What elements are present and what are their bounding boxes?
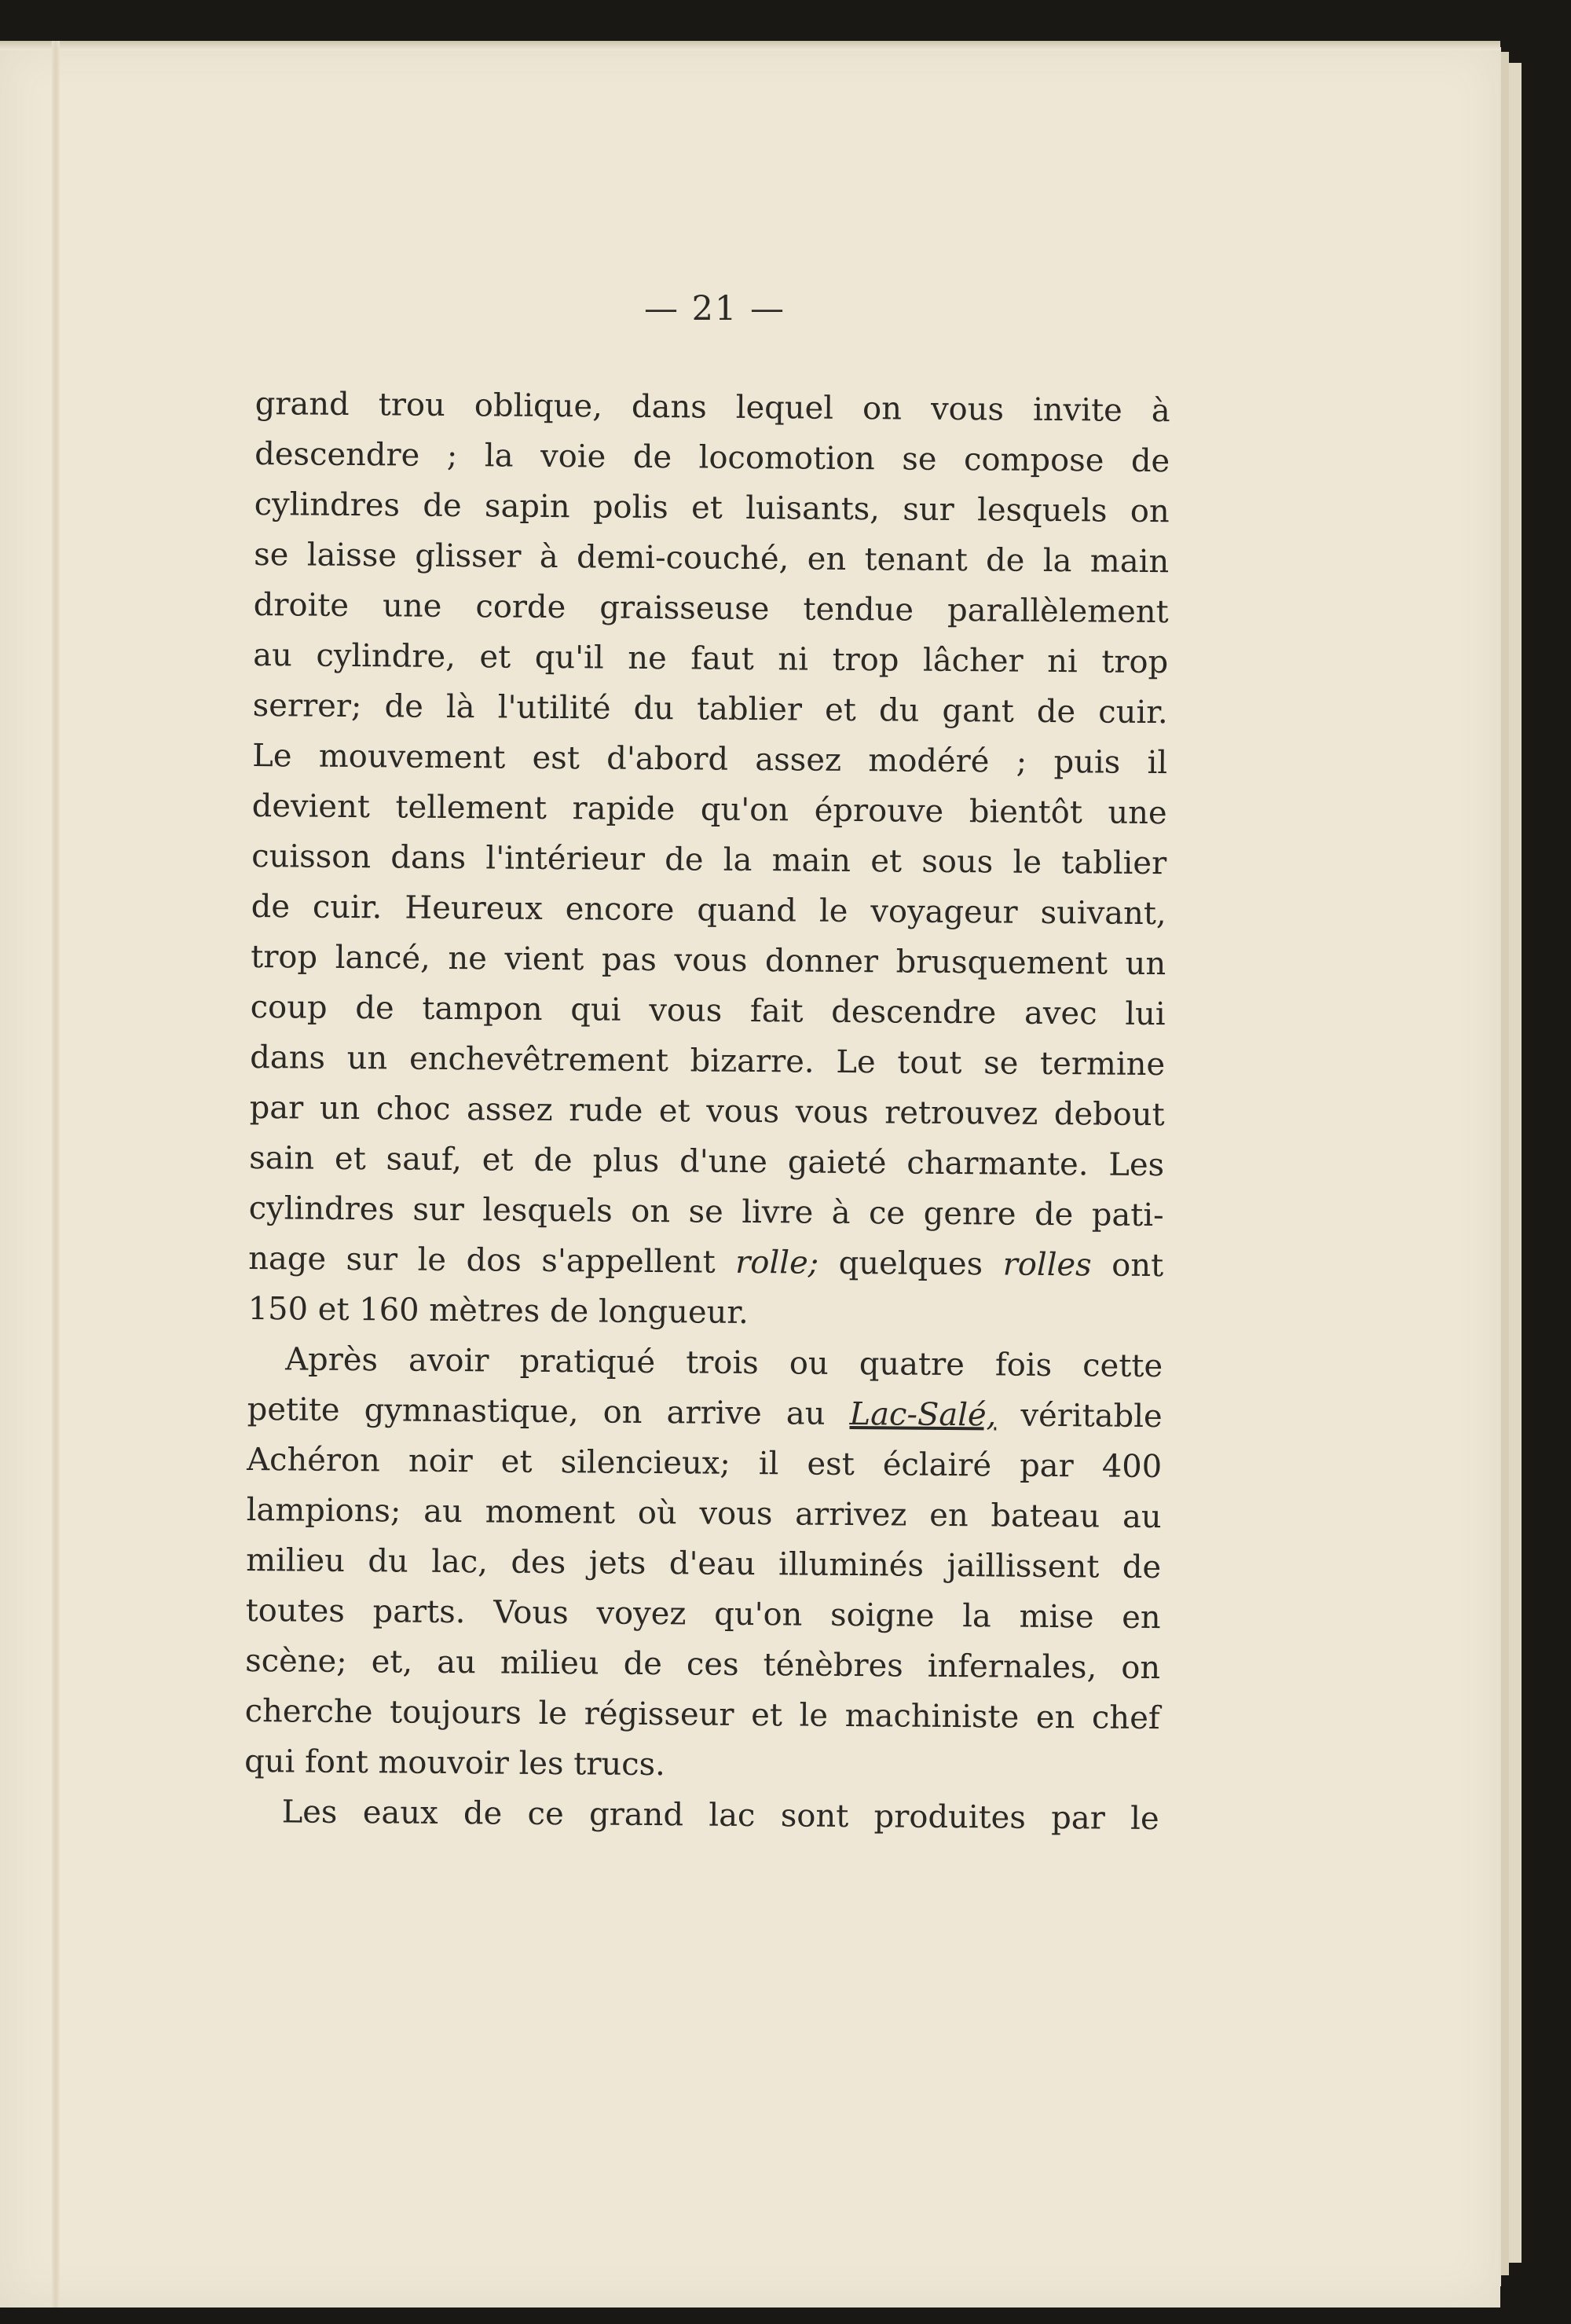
text-segment: coup de tampon qui vous fait descendre avec lui [250,988,1166,1033]
text-line [247,1435,1162,1492]
text-segment: quelques [818,1244,1003,1283]
text-line [249,1083,1164,1140]
text-segment: cherche toujours le régisseur et le machiniste en chef [244,1692,1160,1737]
text-segment: lampions; au moment où vous arrivez en bateau au [246,1491,1162,1536]
text-segment: descendre ; la voie de locomotion se compose de [255,435,1170,480]
text-segment: grand trou oblique, dans lequel on vous invite à [255,385,1170,430]
text-line [245,1636,1160,1693]
text-line [251,882,1166,939]
text-line [254,479,1169,537]
text-segment: véritable [996,1397,1163,1435]
text-segment: sain et sauf, et de plus d'une gaieté charmante. Les [249,1139,1165,1184]
text-segment: petite gymnastique, on arrive au [247,1391,850,1432]
page-top-edge [0,41,1500,50]
text-segment: milieu du lac, des jets d'eau illuminés jaillissent de [246,1541,1162,1586]
text-line [247,1334,1163,1391]
text-line [253,630,1168,687]
text-line [246,1485,1161,1542]
text-segment: se laisse glisser à demi-couché, en tenant de la main [254,536,1170,581]
emphasized-text: Lac-Salé, [849,1395,997,1434]
text-line [252,731,1167,788]
text-segment: toutes parts. Vous voyez qu'on soigne la mise en [245,1592,1161,1637]
text-line [244,1736,1159,1794]
text-segment: serrer; de là l'utilité du tablier et du gant de cuir. [252,687,1168,731]
text-segment: 150 et 160 mètres de longueur. [247,1290,749,1331]
emphasized-text: rolles [1002,1246,1092,1284]
text-line [248,1233,1163,1291]
text-segment: devient tellement rapide qu'on éprouve bientôt une [251,787,1167,832]
text-line [247,1384,1162,1442]
page-number: — 21 — [643,289,786,328]
text-line [251,932,1166,989]
text-segment: Achéron noir et silencieux; il est éclairé par 400 [247,1441,1163,1486]
text-line [245,1585,1160,1643]
text-line [246,1535,1161,1593]
text-line [255,429,1170,486]
text-line [251,781,1166,838]
body-text [244,379,1170,1844]
text-line [251,831,1166,889]
text-line [254,530,1169,587]
text-line [253,580,1168,637]
text-segment: Les eaux de ce grand lac sont produites par le [281,1794,1159,1838]
text-segment: cylindres sur lesquels on se livre à ce genre de pati- [248,1189,1164,1234]
text-segment: Le mouvement est d'abord assez modéré ; puis il [252,737,1168,782]
text-segment: trop lancé, ne vient pas vous donner brusquement un [251,938,1166,983]
text-line [244,1686,1159,1743]
text-line [247,1284,1163,1341]
text-line [255,379,1170,436]
text-line [249,1133,1164,1190]
text-line [250,982,1165,1039]
text-segment: au cylindre, et qu'il ne faut ni trop lâcher ni trop [253,636,1169,681]
text-segment: scène; et, au milieu de ces ténèbres infernales, on [245,1642,1161,1687]
text-segment: cylindres de sapin polis et luisants, sur lesquels on [254,486,1170,530]
text-segment: droite une corde graisseuse tendue parallèlement [253,586,1169,631]
text-segment: Après avoir pratiqué trois ou quatre fois cette [285,1341,1163,1385]
text-segment: dans un enchevêtrement bizarre. Le tout se termine [250,1039,1166,1083]
text-segment: de cuir. Heureux encore quand le voyageur suivant, [251,888,1166,933]
text-line [252,680,1167,738]
text-segment: ont [1091,1247,1164,1285]
text-segment: nage sur le dos s'appellent [248,1240,736,1281]
text-segment: par un choc assez rude et vous vous retrouvez debout [249,1089,1165,1134]
text-segment: cuisson dans l'intérieur de la main et sous le tablier [251,838,1167,882]
text-line [250,1032,1165,1090]
emphasized-text: rolle; [735,1244,819,1281]
text-line [244,1787,1159,1844]
text-line [248,1183,1163,1241]
text-segment: qui font mouvoir les trucs. [244,1743,666,1783]
page-gutter [52,41,60,2308]
